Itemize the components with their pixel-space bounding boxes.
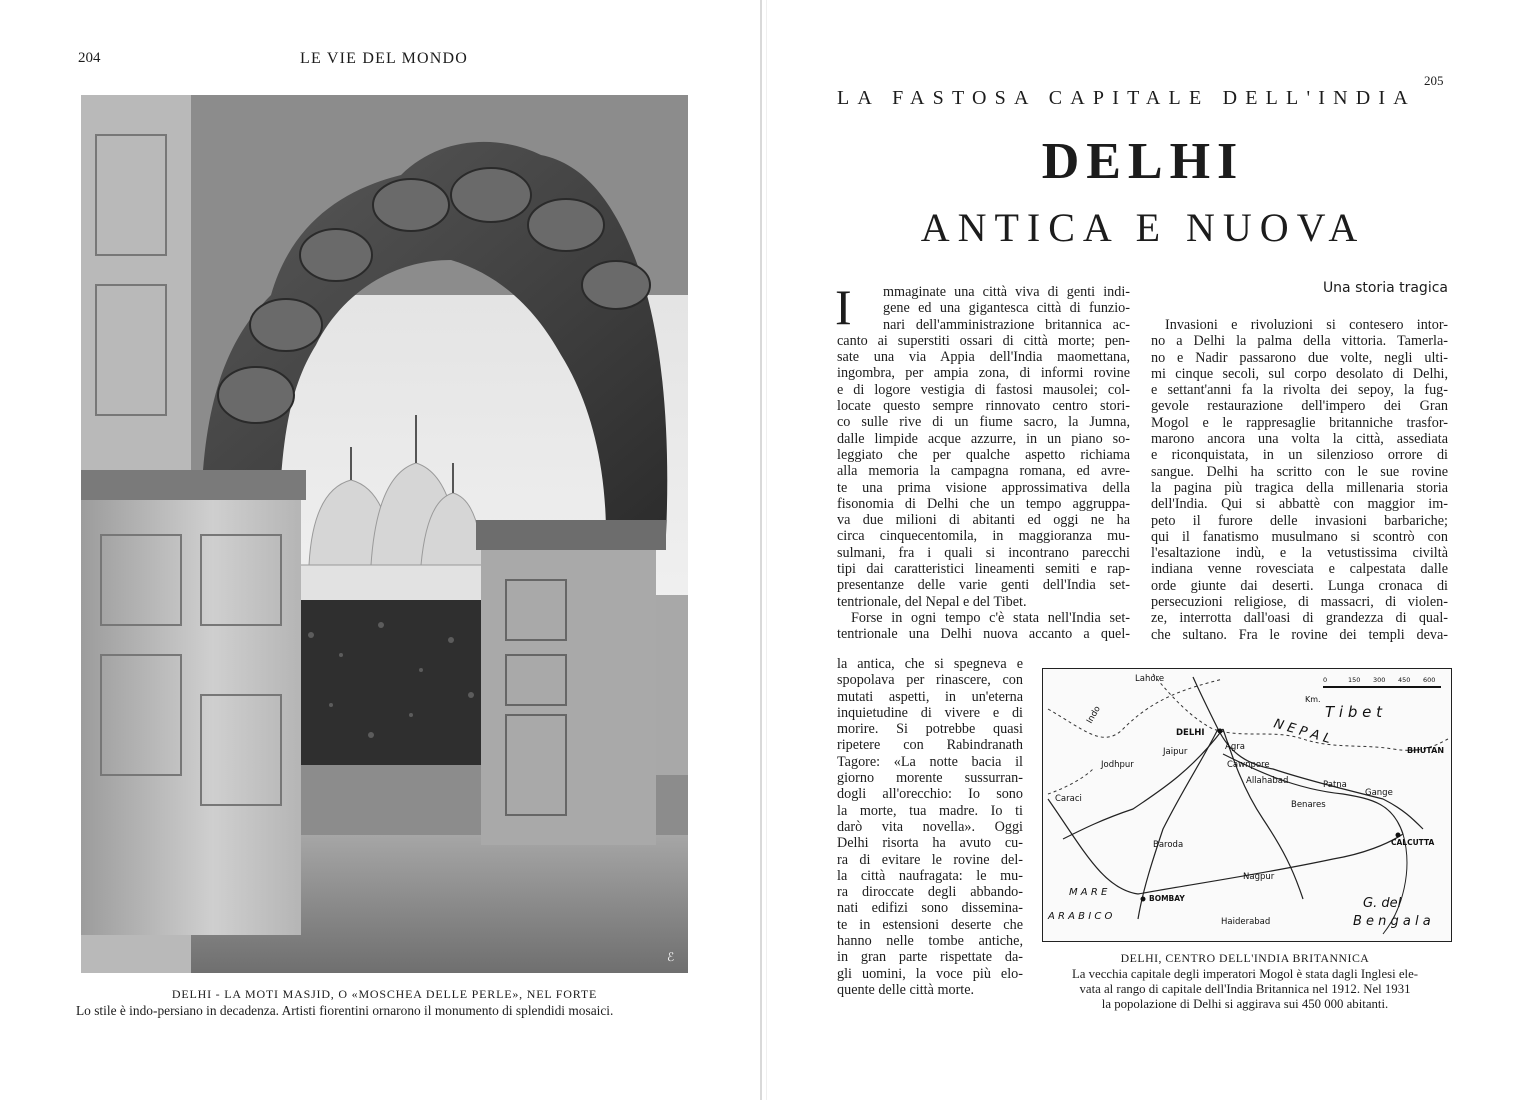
map-caption-line: La vecchia capitale degli imperatori Mogol è stata dagli Inglesi ele-: [1071, 967, 1419, 981]
map-label-jaipur: Jaipur: [1163, 747, 1188, 757]
text-line: tipi dai caratteristici lineamenti semiti e rap-: [837, 561, 1130, 578]
text-line: ra diroccate degli abbando-: [837, 884, 1023, 901]
right-page-number: 205: [1424, 73, 1444, 88]
text-line: Delhi risorta ha avuto cu-: [837, 835, 1023, 852]
section-heading: Una storia tragica: [1322, 280, 1448, 296]
text-line: circa cinquecentomila, in maggioranza mu-: [837, 528, 1130, 545]
text-line: dogli all'orecchio: Io sono: [837, 786, 1023, 803]
text-line: l'esaltazione indù, e la vetustissima civiltà: [1151, 545, 1448, 562]
photo-artwork: [81, 95, 688, 973]
text-line: alla memoria la campagna romana, ed avre-: [837, 463, 1130, 480]
text-line: ra di evitare le rovine del-: [837, 851, 1023, 868]
text-line: la pagina più tragica della millenaria storia: [1151, 479, 1448, 496]
left-page-number: 204: [78, 50, 101, 66]
mosque-photograph: [81, 95, 688, 973]
text-line: qui il fanatismo musulmano si scontrò con: [1151, 528, 1448, 545]
map-label-km: Km.: [1305, 695, 1321, 704]
scale-tick: 600: [1423, 676, 1436, 684]
map-label-g-del: G. del: [1363, 896, 1402, 911]
map-label-nagpur: Nagpur: [1243, 872, 1275, 882]
text-line: te in estensioni deserte che: [837, 916, 1023, 933]
map-label-bombay: BOMBAY: [1149, 894, 1185, 903]
text-line: in gran parte rispettate da-: [837, 949, 1023, 966]
text-line: canto ai superstiti ossari di città morte; pen-: [837, 332, 1130, 349]
text-line: e settant'anni fa la rivolta dei sepoy, la fug-: [1151, 382, 1448, 399]
running-head: LE VIE DEL MONDO: [300, 50, 469, 67]
map-label-baroda: Baroda: [1153, 840, 1184, 850]
text-line: indiana venne rovesciata e calpestata dalle: [1151, 561, 1448, 578]
text-line: morire. Si potrebbe quasi: [837, 721, 1023, 738]
scale-tick: 450: [1398, 676, 1411, 684]
text-line: darò vita novella». Oggi: [837, 818, 1023, 835]
text-line: ripetere con Rabindranath: [837, 737, 1023, 754]
map-label-nepal: N E P A L: [1271, 716, 1333, 747]
text-line: te una prima visione approssimativa della: [837, 479, 1130, 496]
text-line: presentanze delle varie genti dell'India set-: [837, 577, 1130, 594]
map-label-tibet: T i b e t: [1325, 703, 1383, 721]
map-label-delhi: DELHI: [1176, 728, 1205, 738]
text-line: orde giunte dai deserti. Lunga cronaca di: [1151, 577, 1448, 594]
map-artwork: [1043, 669, 1451, 941]
photo-caption-title: DELHI - LA MOTI MASJID, O «MOSCHEA DELLE PERLE», NEL FORTE: [171, 987, 598, 1001]
map-label-gange: Gange: [1365, 788, 1393, 798]
map-label-cawnpore: Cawnpore: [1227, 760, 1270, 770]
text-line: Forse in ogni tempo c'è stata nell'India set-: [851, 609, 1130, 626]
photographer-mark: ℰ: [667, 950, 675, 964]
map-label-indo: Indo: [1084, 704, 1103, 726]
map-label-allahabad: Allahabad: [1246, 776, 1289, 786]
article-subtitle: ANTICA E NUOVA: [920, 205, 1366, 250]
page-gutter: [760, 0, 762, 1100]
text-line: mi cinque secoli, sul corpo desolato di Delhi,: [1151, 365, 1448, 382]
map-caption-text: [1040, 967, 1450, 1012]
map-label-lahore: Lahore: [1135, 674, 1165, 684]
text-line: locate questo sempre rinnovato centro stori-: [837, 398, 1130, 415]
map-scale-bar: [1323, 676, 1441, 687]
map-caption-title: DELHI, CENTRO DELL'INDIA BRITANNICA: [1120, 951, 1370, 965]
scale-tick: 0: [1323, 676, 1328, 684]
article-kicker: LA FASTOSA CAPITALE DELL'INDIA: [837, 87, 1416, 109]
text-line: inquietudine di vivere e di: [837, 704, 1023, 721]
text-line: leggiato che per qualche aspetto richiama: [837, 446, 1130, 463]
text-line: marono ancora una volta la città, assediata: [1151, 431, 1448, 448]
text-line: mmaginate una città viva di genti indi-: [883, 284, 1130, 300]
text-line: dell'India. Qui si abbattè con maggior im-: [1151, 496, 1448, 513]
text-line: e di logore vestigia di fastosi mausolei; col-: [837, 381, 1130, 398]
text-line: dalle limpide acque azzurre, in un piano so-: [837, 430, 1130, 447]
map-caption-line: vata al rango di capitale dell'India Britannica nel 1912. Nel 1931: [1079, 982, 1411, 996]
text-line: co sulle rive di un fiume sacro, la Jumna,: [837, 414, 1130, 431]
text-line: no e Nadir passarono due volte, negli ulti-: [1151, 349, 1448, 366]
map-caption-line: la popolazione di Delhi si aggirava sui 450 000 abitanti.: [1101, 997, 1389, 1011]
article-column-1: [835, 279, 1130, 643]
text-line: la antica, che si spegneva e: [837, 656, 1023, 672]
article-title: DELHI: [1041, 133, 1245, 190]
text-line: gevole restaurazione dell'impero dei Gran: [1151, 398, 1448, 415]
text-line: gene ed una gigantesca città di funzio-: [883, 300, 1130, 317]
text-line: nati edifizi sono dissemina-: [837, 900, 1023, 917]
text-line: Invasioni e rivoluzioni si contesero intor-: [1165, 317, 1448, 333]
text-line: gli uomini, la voce più elo-: [837, 965, 1023, 982]
text-line: nari dell'amministrazione britannica ac-: [883, 316, 1130, 333]
map-label-bhutan: BHUTAN: [1407, 746, 1445, 755]
text-line: sate una via Appia dell'India maomettana,: [837, 349, 1130, 366]
text-line: no a Delhi la palma della vittoria. Tamerla-: [1151, 333, 1448, 350]
text-line: sangue. Delhi ha scritto con le sue rovine: [1151, 463, 1448, 480]
article-column-1-narrow: [837, 656, 1023, 998]
text-line: va due milioni di abitanti ed oggi ne ha: [837, 512, 1130, 529]
india-map: [1042, 668, 1452, 942]
text-line: Mogol e le rappresaglie britanniche trasfor-: [1151, 414, 1448, 431]
text-line: ingombra, per ampia zona, di informi rovine: [837, 365, 1130, 382]
scale-tick: 150: [1348, 676, 1361, 684]
text-line: giorno morente sussurran-: [837, 770, 1023, 787]
map-label-jodhpur: Jodhpur: [1101, 760, 1134, 770]
map-label-patna: Patna: [1323, 780, 1347, 790]
text-line: che sultano. Fra le rovine dei templi deva-: [1151, 626, 1448, 643]
text-line: sulmani, fra i quali si incontrano parecchi: [837, 544, 1130, 561]
map-label-agra: Agra: [1225, 742, 1245, 752]
article-column-2: [1151, 317, 1448, 643]
text-line: spopolava per rinascere, con: [837, 672, 1023, 689]
text-line: quente delle città morte.: [837, 981, 975, 998]
map-label-bengala: B e n g a l a: [1353, 914, 1431, 929]
text-line: tentrionale, del Nepal e del Tibet.: [837, 593, 1027, 610]
page-gutter-shadow: [766, 0, 767, 1100]
text-line: la morte, tua madre. Io ti: [837, 802, 1023, 819]
text-line: e riconquistata, in un silenzioso orrore di: [1151, 447, 1448, 464]
map-label-calcutta: CALCUTTA: [1391, 838, 1435, 847]
photo-caption-text: Lo stile è indo-persiano in decadenza. Artisti fiorentini ornarono il monumento di splendidi mosaici.: [76, 1003, 614, 1018]
map-label-arabico: A R A B I C O: [1048, 911, 1113, 922]
text-line: ze, interrotta dall'oasi di grandezza di qual-: [1151, 610, 1448, 627]
text-line: mutati aspetti, in un'eterna: [837, 688, 1023, 705]
map-label-caraci: Caraci: [1055, 794, 1082, 804]
map-label-haiderabad: Haiderabad: [1221, 917, 1271, 927]
map-label-mare: M A R E: [1069, 887, 1108, 898]
text-line: hanno nelle tombe antiche,: [837, 933, 1023, 950]
text-line: fisonomia di Delhi che un tempo aggruppa-: [837, 495, 1130, 512]
text-line: la città naufragata: le mu-: [837, 867, 1023, 884]
text-line: tentrionale una Delhi nuova accanto a quel-: [837, 626, 1130, 643]
text-line: peto il furore delle invasioni barbariche;: [1151, 512, 1448, 529]
map-label-benares: Benares: [1291, 800, 1326, 810]
text-line: Tagore: «La notte bacia il: [837, 753, 1023, 770]
drop-cap: I: [835, 279, 852, 335]
text-line: persecuzioni religiose, di massacri, di violen-: [1151, 594, 1448, 611]
scale-tick: 300: [1373, 676, 1386, 684]
